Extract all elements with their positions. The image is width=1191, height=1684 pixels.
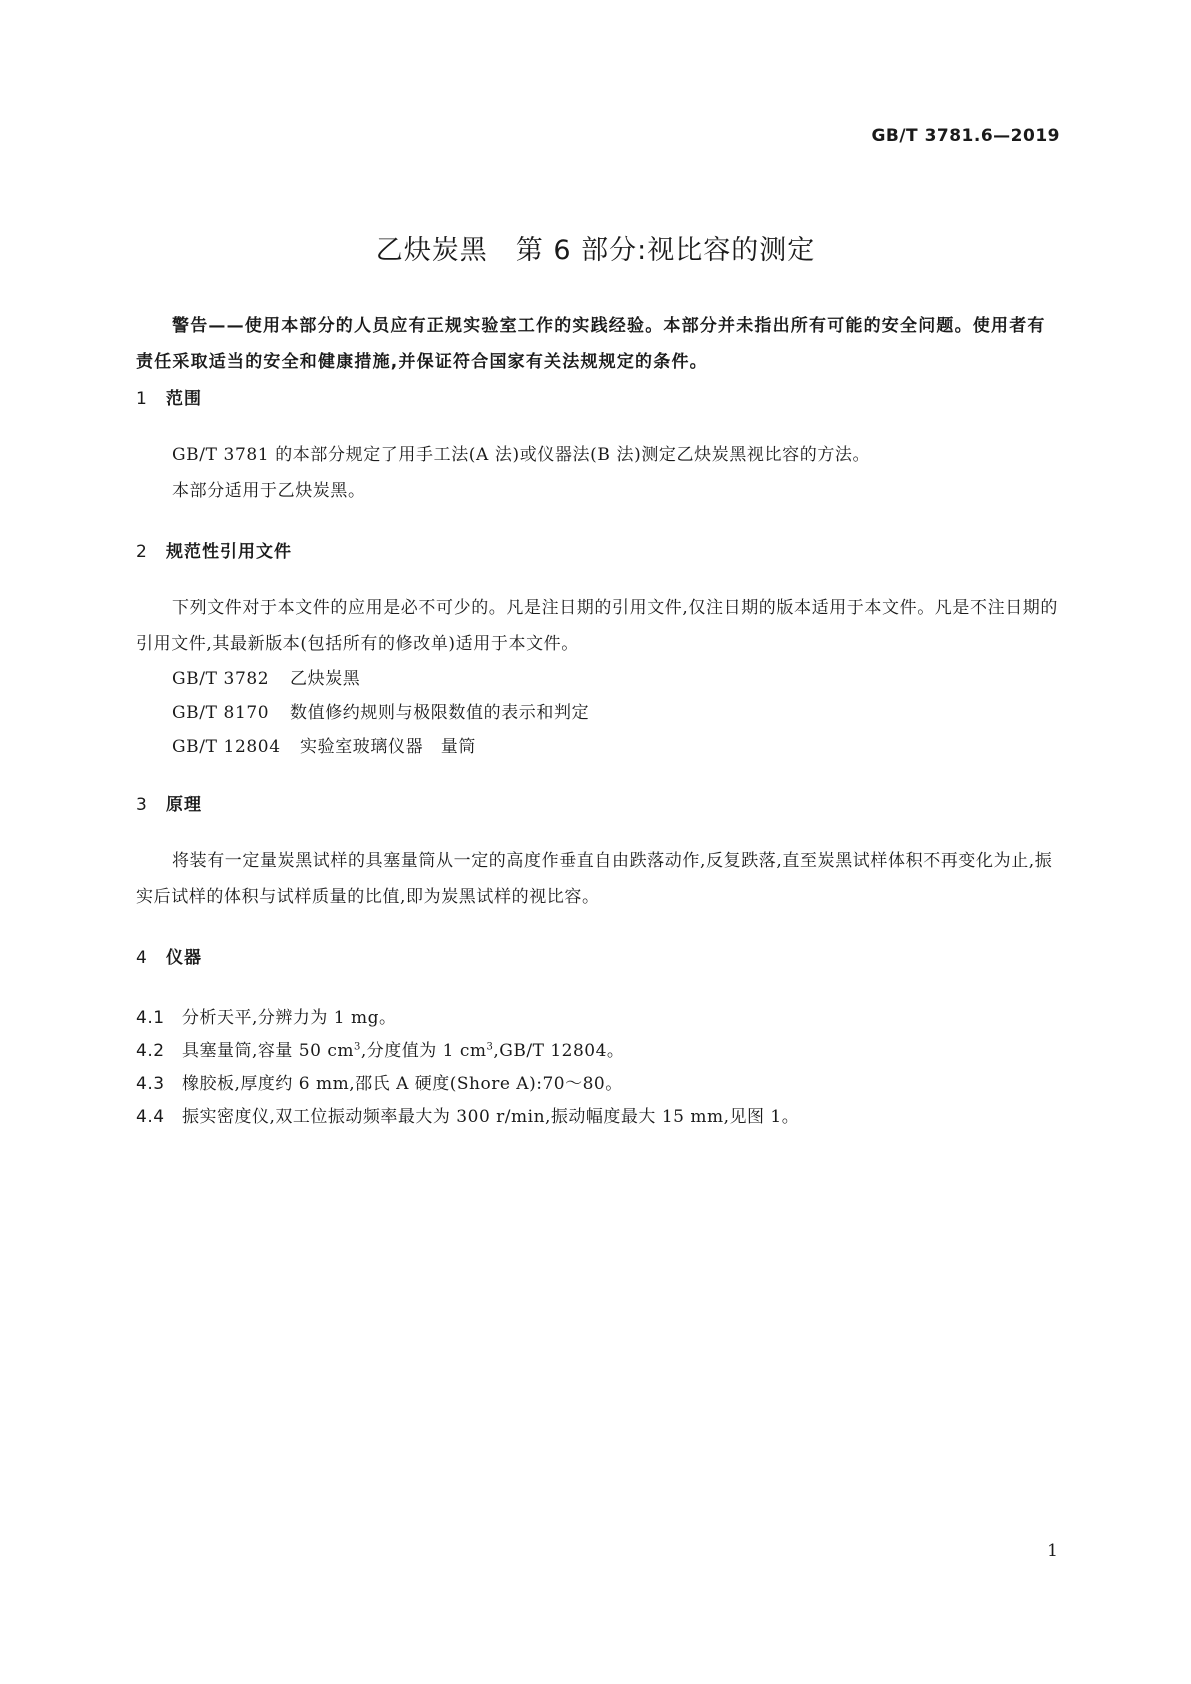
item-number: 4.2 [136,1041,165,1061]
section-3-paragraph-1: 将装有一定量炭黑试样的具塞量筒从一定的高度作垂直自由跌落动作,反复跌落,直至炭黑试样体积不再变化为止,振实后试样的体积与试样质量的比值,即为炭黑试样的视比容。 [136,851,1053,907]
section-1-heading [136,384,202,409]
reference-item [172,664,360,689]
section-number: 3 [136,795,148,815]
item-number: 4.1 [136,1008,165,1028]
item-number: 4.3 [136,1074,165,1094]
section-number: 2 [136,542,148,562]
item-text-part-3: ,GB/T 12804。 [493,1041,625,1061]
instrument-item-4-4 [136,1102,799,1127]
superscript-3: 3 [486,1041,494,1053]
reference-title: 数值修约规则与极限数值的表示和判定 [290,703,590,723]
reference-item [172,732,476,757]
section-1-paragraph-1: GB/T 3781 的本部分规定了用手工法(A 法)或仪器法(B 法)测定乙炔炭黑视比容的方法。 [172,445,871,465]
item-text: 分析天平,分辨力为 1 mg。 [182,1008,397,1028]
section-number: 4 [136,948,148,968]
section-1-paragraph-2: 本部分适用于乙炔炭黑。 [172,481,366,501]
item-text: 振实密度仪,双工位振动频率最大为 300 r/min,振动幅度最大 15 mm,见图 1。 [182,1107,800,1127]
section-4-heading [136,943,202,968]
section-title: 原理 [166,795,202,815]
reference-item [172,698,589,723]
instrument-item-4-1 [136,1003,397,1028]
page-number: 1 [1047,1541,1058,1561]
warning-paragraph: 警告——使用本部分的人员应有正规实验室工作的实践经验。本部分并未指出所有可能的安全问题。使用者有责任采取适当的安全和健康措施,并保证符合国家有关法规规定的条件。 [136,316,1046,372]
superscript-3: 3 [353,1041,361,1053]
section-2-paragraph-1: 下列文件对于本文件的应用是必不可少的。凡是注日期的引用文件,仅注日期的版本适用于本文件。凡是不注日期的引用文件,其最新版本(包括所有的修改单)适用于本文件。 [136,598,1059,654]
instrument-item-4-2 [136,1036,624,1061]
section-3-heading [136,790,202,815]
section-title: 仪器 [166,948,202,968]
section-number: 1 [136,389,148,409]
document-title: 乙炔炭黑 第 6 部分:视比容的测定 [375,235,816,266]
section-2-heading [136,537,292,562]
standard-code: GB/T 3781.6—2019 [871,126,1060,146]
reference-title: 乙炔炭黑 [290,669,361,689]
reference-code: GB/T 3782 [172,669,270,689]
instrument-item-4-3 [136,1069,623,1094]
item-text: 橡胶板,厚度约 6 mm,邵氏 A 硬度(Shore A):70～80。 [182,1074,623,1094]
reference-code: GB/T 12804 [172,737,281,757]
item-text-part-1: 具塞量筒,容量 50 cm [182,1041,354,1061]
reference-code: GB/T 8170 [172,703,270,723]
item-text-part-2: ,分度值为 1 cm [360,1041,487,1061]
reference-title: 实验室玻璃仪器 量筒 [300,737,476,757]
item-number: 4.4 [136,1107,165,1127]
section-title: 范围 [166,389,202,409]
section-title: 规范性引用文件 [166,542,292,562]
